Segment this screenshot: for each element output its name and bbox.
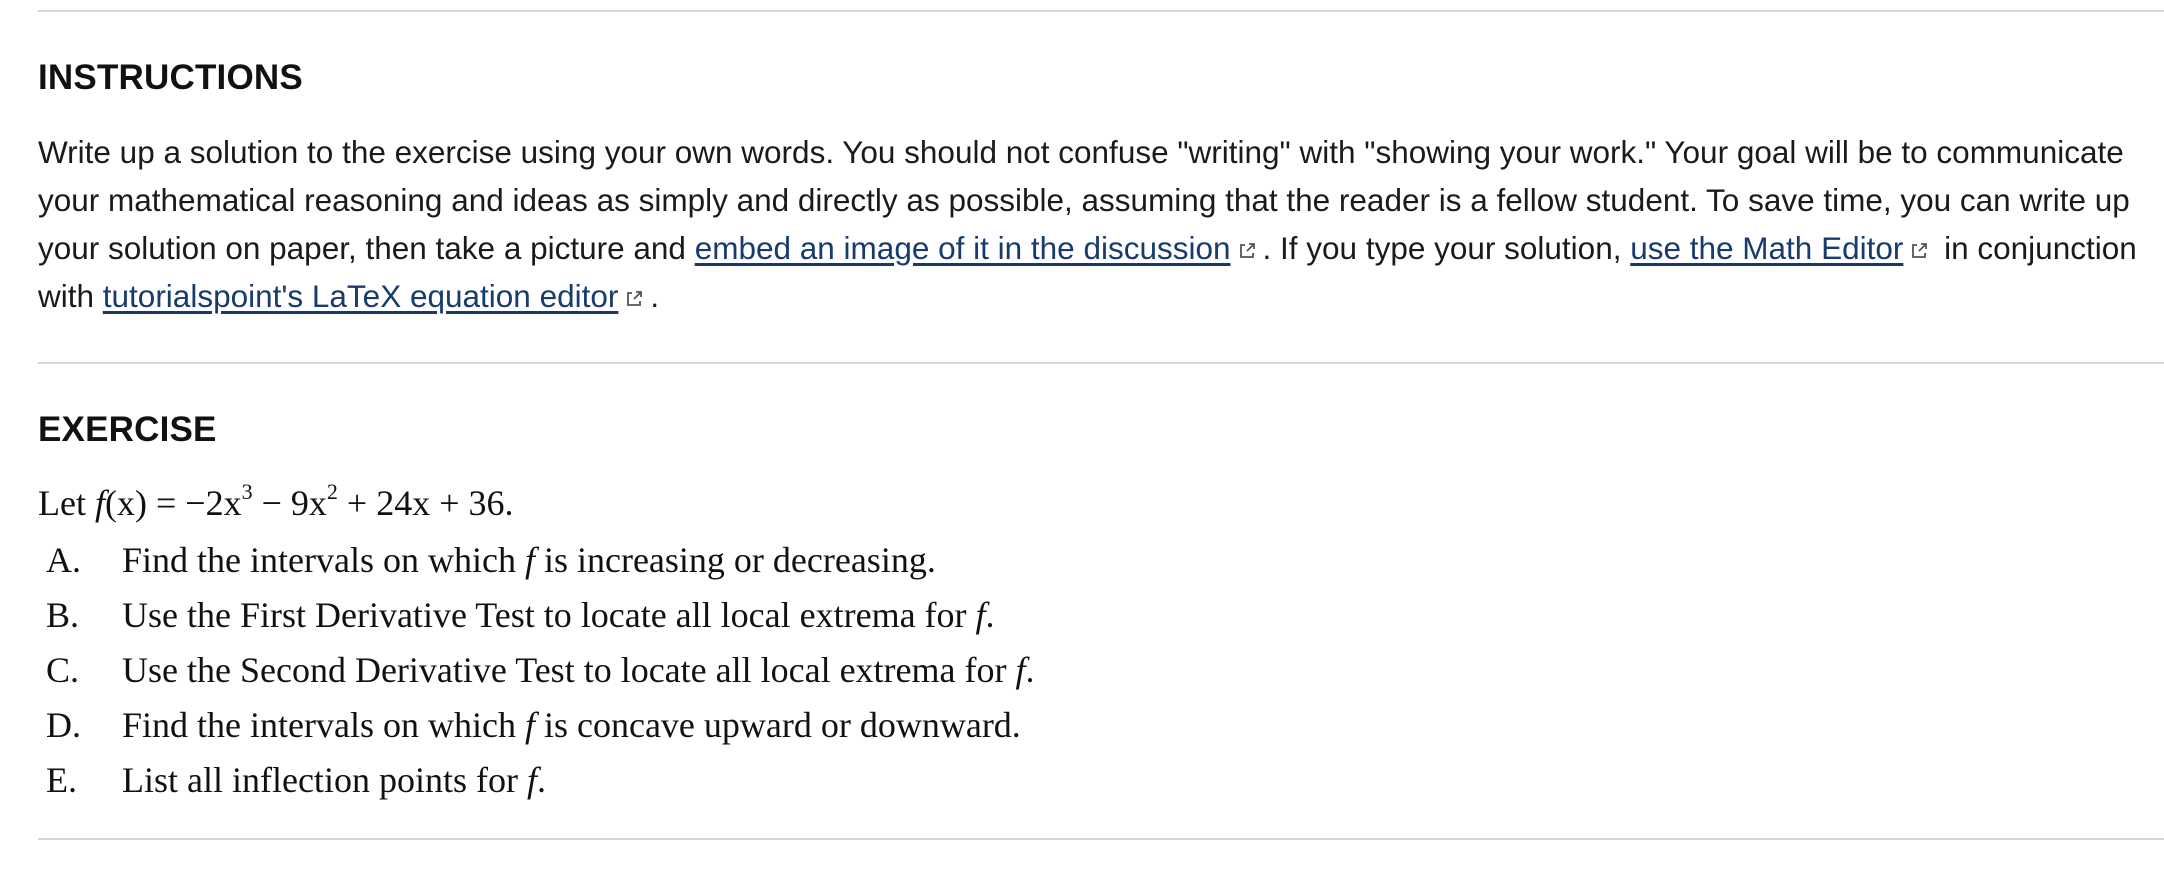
math-editor-link[interactable]: use the Math Editor bbox=[1630, 230, 1904, 266]
function-name: f bbox=[94, 483, 105, 523]
exercise-intro-prefix: Let bbox=[38, 483, 95, 523]
external-link-icon[interactable] bbox=[1909, 241, 1929, 261]
exercise-parts-list bbox=[38, 536, 1035, 811]
part-variable: f bbox=[524, 540, 535, 580]
function-term-3: + 24x + 36. bbox=[337, 483, 514, 523]
middle-divider bbox=[38, 362, 2164, 364]
external-link-icon[interactable] bbox=[1237, 241, 1257, 261]
part-variable: f bbox=[526, 760, 537, 800]
part-variable: f bbox=[1015, 650, 1026, 690]
function-term-2: − 9x bbox=[252, 483, 327, 523]
part-text-end: . bbox=[1025, 650, 1035, 690]
exponent-2: 2 bbox=[326, 479, 338, 504]
exponent-3: 3 bbox=[241, 479, 253, 504]
bottom-divider bbox=[38, 838, 2164, 840]
exercise-heading: EXERCISE bbox=[38, 410, 217, 449]
instructions-heading: INSTRUCTIONS bbox=[38, 58, 303, 97]
exercise-part bbox=[38, 536, 1035, 591]
exercise-part bbox=[38, 756, 1035, 811]
instructions-text-part-3: in conjunction with bbox=[38, 230, 2137, 314]
part-text-end: . bbox=[985, 595, 995, 635]
embed-image-link[interactable]: embed an image of it in the discussion bbox=[694, 230, 1231, 266]
latex-editor-link[interactable]: tutorialspoint's LaTeX equation editor bbox=[102, 278, 619, 314]
exercise-part bbox=[38, 591, 1035, 646]
part-text-end: is concave upward or downward. bbox=[534, 705, 1021, 745]
part-letter: B. bbox=[46, 595, 80, 635]
part-text: List all inflection points for bbox=[122, 760, 527, 800]
part-text: Use the Second Derivative Test to locate all local extrema for bbox=[122, 650, 1016, 690]
part-variable: f bbox=[975, 595, 986, 635]
part-variable: f bbox=[524, 705, 535, 745]
top-divider bbox=[38, 10, 2164, 12]
part-text-end: . bbox=[536, 760, 546, 800]
exercise-part bbox=[38, 646, 1035, 701]
instructions-text-part-2: . If you type your solution, bbox=[1262, 230, 1631, 266]
part-letter: E. bbox=[46, 760, 77, 800]
part-text: Find the intervals on which bbox=[122, 705, 525, 745]
exercise-function-definition bbox=[38, 479, 514, 524]
part-text: Use the First Derivative Test to locate all local extrema for bbox=[122, 595, 976, 635]
external-link-icon[interactable] bbox=[624, 289, 644, 309]
part-letter: D. bbox=[46, 705, 81, 745]
exercise-part bbox=[38, 701, 1035, 756]
part-letter: A. bbox=[46, 540, 81, 580]
instructions-text-part-1: Write up a solution to the exercise using your own words. You should not confuse "writing" with "showing your work." Your goal will be to communicate your mathematical reasoning and ideas as simply and directly as possible, assuming that the reader is a fellow student. To save time, you can write up your solution on paper, then take a picture and bbox=[38, 134, 2130, 266]
part-text-end: is increasing or decreasing. bbox=[534, 540, 936, 580]
instructions-text bbox=[38, 128, 2164, 320]
part-letter: C. bbox=[46, 650, 80, 690]
function-lhs: (x) = −2x bbox=[105, 483, 242, 523]
part-text: Find the intervals on which bbox=[122, 540, 525, 580]
instructions-text-part-4: . bbox=[650, 278, 660, 314]
